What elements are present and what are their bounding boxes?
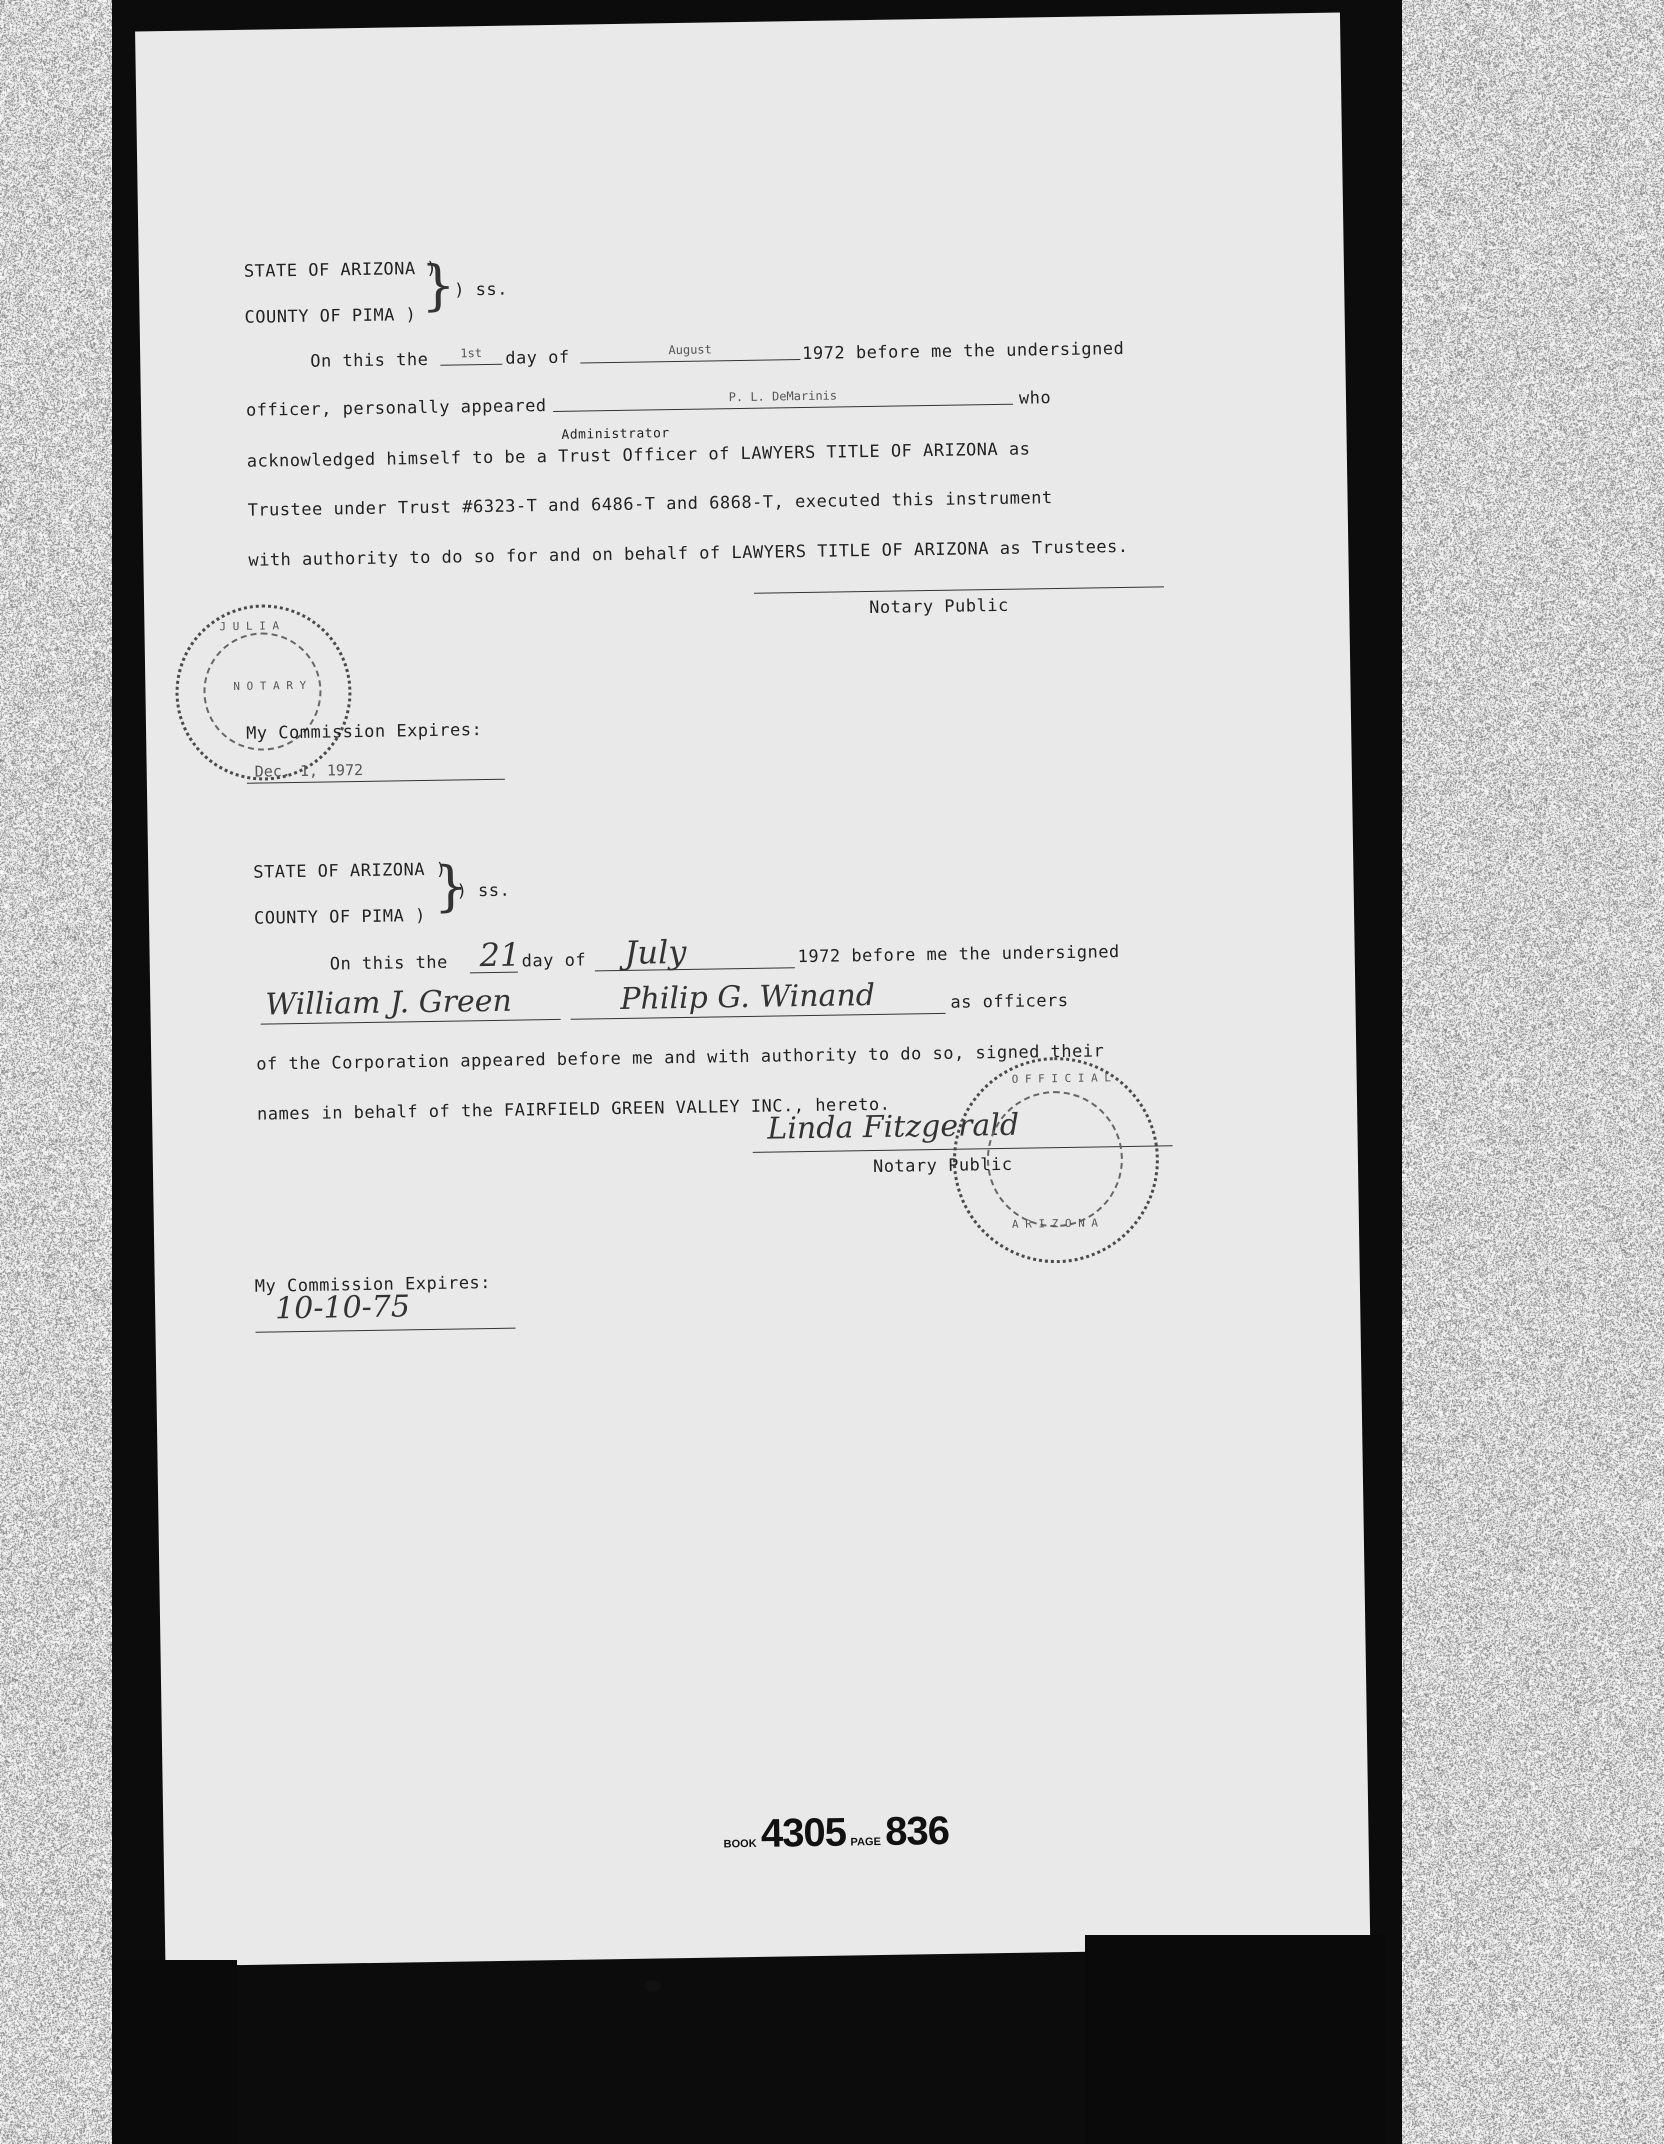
ack1-line4: Trustee under Trust #6323-T and 6486-T and 6868-T, executed this instrument: [247, 488, 1053, 521]
ack2-line2-end: as officers: [950, 990, 1069, 1013]
ack1-line2-end: who: [1018, 388, 1052, 409]
ack2-line3: of the Corporation appeared before me and with authority to do so, signed their: [256, 1041, 1105, 1075]
county-heading-2: COUNTY OF PIMA ): [253, 906, 426, 929]
page-label: PAGE: [850, 1835, 881, 1849]
commission-expiry-2: 10-10-75: [274, 1289, 411, 1327]
book-label: BOOK: [723, 1837, 757, 1851]
ack2-line1-end: 1972 before me the undersigned: [797, 942, 1120, 968]
officer-signature-2: Philip G. Winand: [620, 977, 876, 1017]
ack1-month-field: August: [580, 339, 800, 363]
ack2-line1-mid: day of: [521, 950, 587, 972]
ack2-line1-start: On this the: [329, 952, 448, 975]
commission-expiry-1: Dec. 1, 1972: [247, 759, 505, 784]
state-heading-2: STATE OF ARIZONA ): [253, 859, 447, 883]
ss-mark-1: ) ss.: [454, 279, 509, 301]
ack1-line1-mid: day of: [505, 347, 570, 369]
ack1-line3: acknowledged himself to be a Trust Officer of LAWYERS TITLE OF ARIZONA as: [246, 439, 1031, 472]
ack1-line2-start: officer, personally appeared: [245, 396, 547, 421]
ack1-day-field: 1st: [440, 344, 502, 366]
page-number: 836: [884, 1808, 950, 1854]
commission-label-1: My Commission Expires:: [245, 720, 483, 744]
ss-mark-2: ) ss.: [456, 880, 511, 902]
book-page-stamp: [723, 1809, 949, 1858]
scan-dark-corner-left: [112, 1960, 237, 2144]
ack1-line1-start: On this the: [310, 349, 429, 372]
book-number: 4305: [760, 1810, 847, 1856]
ack2-day-handwritten: 21: [479, 935, 521, 975]
ack1-line1-end: 1972 before me the undersigned: [802, 338, 1125, 365]
notary-public-label-1: Notary Public: [869, 595, 1009, 619]
ack1-line5: with authority to do so for and on behalf of LAWYERS TITLE OF ARIZONA as Trustees.: [248, 536, 1129, 571]
scan-dark-corner-right: [1085, 1935, 1385, 2144]
ack2-month-handwritten: July: [624, 932, 687, 972]
ack1-administrator-note: Administrator: [561, 426, 670, 443]
commission-label-2: My Commission Expires:: [254, 1273, 492, 1297]
commission-expiry-line-2: [256, 1328, 516, 1333]
state-heading-1: STATE OF ARIZONA ): [243, 258, 438, 282]
ack2-line4: names in behalf of the FAIRFIELD GREEN VALLEY INC., hereto.: [256, 1094, 891, 1125]
ack1-officer-name-field: P. L. DeMarinis: [553, 384, 1013, 412]
document-page: [135, 13, 1370, 1967]
officer-signature-1: William J. Green: [265, 983, 513, 1023]
county-heading-1: COUNTY OF PIMA ): [244, 305, 417, 328]
notary-signature-line-1: [754, 586, 1164, 593]
notary-public-label-2: Notary Public: [872, 1154, 1013, 1178]
brace-1: }: [420, 253, 456, 317]
notary-seal-1: J U L I A N O T A R Y: [135, 13, 1340, 32]
scan-spot: [645, 1980, 661, 1992]
brace-2: }: [433, 854, 469, 918]
notary-signature-2: Linda Fitzgerald: [767, 1107, 1020, 1147]
notary-seal-2: O F F I C I A L A R I Z O N A: [135, 13, 1340, 32]
